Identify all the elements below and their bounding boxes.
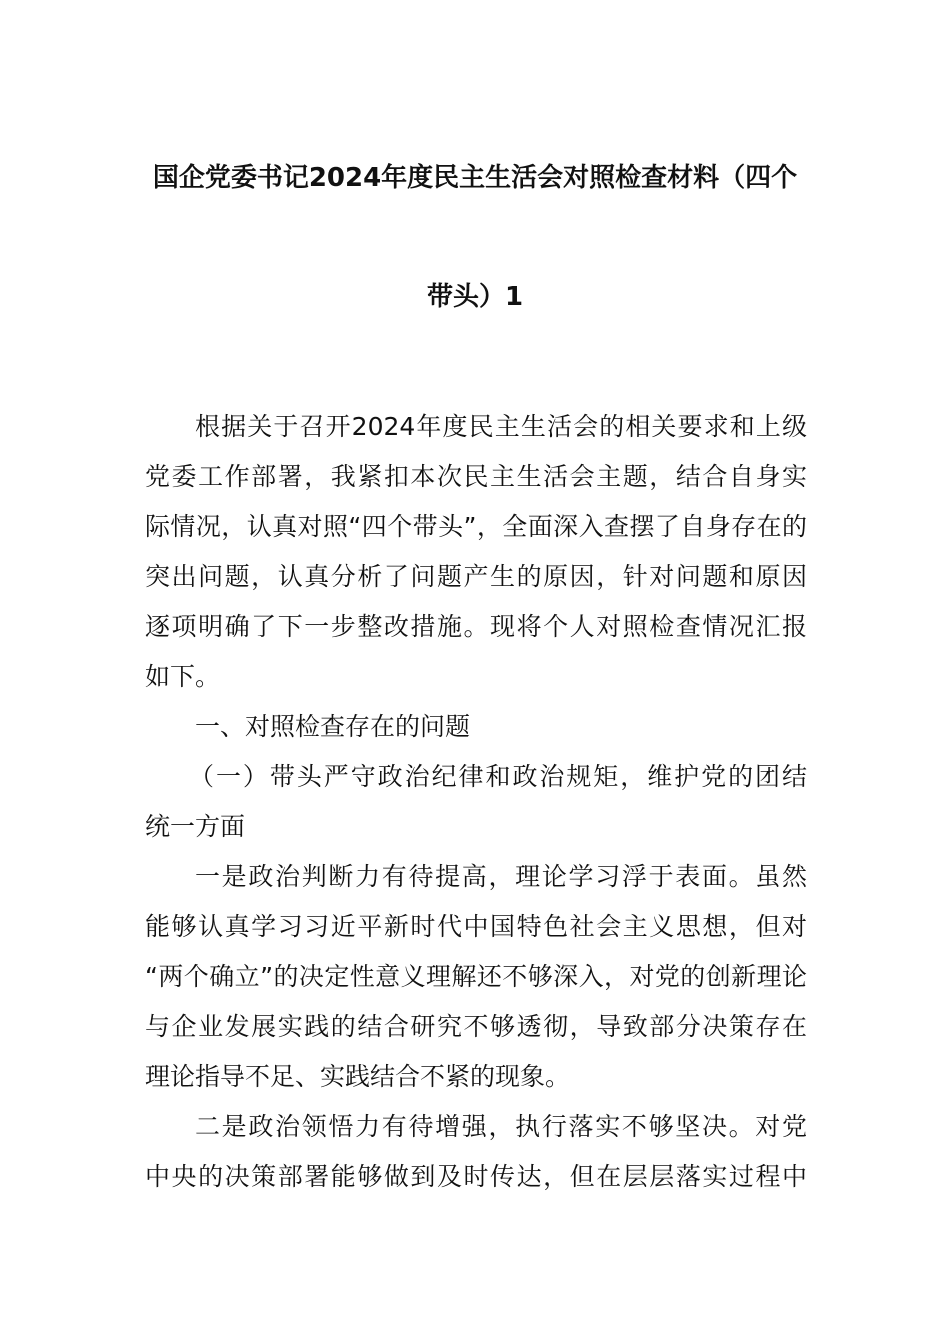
paragraph-intro-line: 逐项明确了下一步整改措施。现将个人对照检查情况汇报 — [145, 612, 807, 641]
paragraph-point-1-line: 理论指导不足、实践结合不紧的现象。 — [145, 1062, 571, 1091]
paragraph-point-2-line: 二是政治领悟力有待增强，执行落实不够坚决。对党 — [195, 1112, 807, 1141]
paragraph-point-1-line: 一是政治判断力有待提高，理论学习浮于表面。虽然 — [195, 862, 807, 891]
paragraph-intro-line: 根据关于召开2024年度民主生活会的相关要求和上级 — [195, 412, 807, 441]
document-title-line-1: 国企党委书记2024年度民主生活会对照检查材料（四个 — [152, 163, 798, 193]
paragraph-intro-line: 如下。 — [145, 662, 221, 691]
document-title-line-2: 带头）1 — [426, 282, 524, 312]
paragraph-intro-line: 党委工作部署，我紧扣本次民主生活会主题，结合自身实 — [145, 462, 807, 491]
section-heading: 一、对照检查存在的问题 — [195, 712, 471, 741]
paragraph-point-1-line: “两个确立”的决定性意义理解还不够深入，对党的创新理论 — [145, 962, 807, 991]
subsection-heading-line: （一）带头严守政治纪律和政治规矩，维护党的团结 — [189, 762, 807, 791]
paragraph-point-2-line: 中央的决策部署能够做到及时传达，但在层层落实过程中 — [145, 1162, 807, 1191]
paragraph-intro-line: 际情况，认真对照“四个带头”，全面深入查摆了自身存在的 — [145, 512, 807, 541]
paragraph-point-1-line: 与企业发展实践的结合研究不够透彻，导致部分决策存在 — [145, 1012, 807, 1041]
paragraph-point-1-line: 能够认真学习习近平新时代中国特色社会主义思想，但对 — [145, 912, 807, 941]
subsection-heading-line: 统一方面 — [145, 812, 246, 841]
document-body — [145, 402, 807, 1202]
paragraph-intro-line: 突出问题，认真分析了问题产生的原因，针对问题和原因 — [145, 562, 807, 591]
